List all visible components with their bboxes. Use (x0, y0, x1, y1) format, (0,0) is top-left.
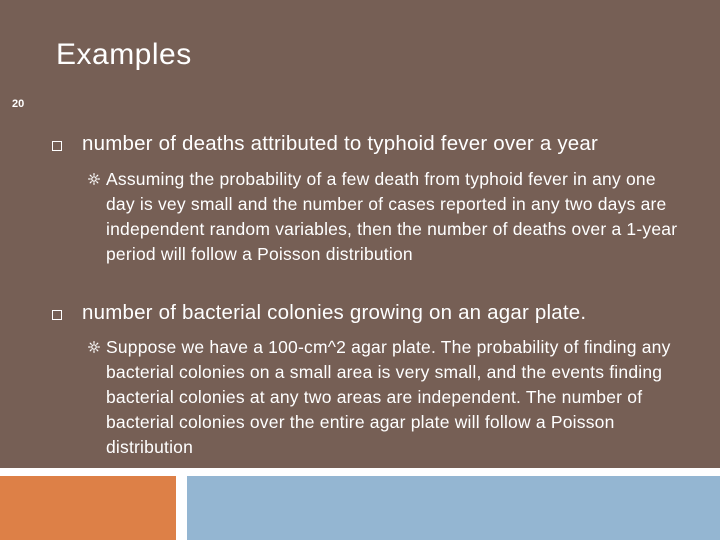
square-bullet-icon (52, 310, 62, 320)
sun-bullet-icon (88, 341, 100, 353)
square-bullet-icon (52, 141, 62, 151)
sub-bullet-bacterial: Suppose we have a 100-cm^2 agar plate. The probability of finding any bacterial colonies on a small area is very small, and the events finding bacterial colonies at any two areas are independent. The number of bacterial colonies over the entire agar plate will follow a Poisson distribution (106, 337, 671, 457)
footer-bar-orange (0, 476, 176, 540)
footer-divider (0, 468, 720, 476)
bullet-item-typhoid: number of deaths attributed to typhoid fever over a year (82, 132, 599, 155)
footer-bar-blue (187, 476, 720, 540)
slide-number: 20 (12, 98, 25, 110)
slide-title: Examples (56, 38, 192, 71)
sun-bullet-icon (88, 173, 100, 185)
sub-bullet-typhoid: Assuming the probability of a few death from typhoid fever in any one day is vey small and the number of cases reported in any two days are independent random variables, then the number of deaths over a 1-year period will follow a Poisson distribution (106, 169, 678, 264)
bullet-item-bacterial: number of bacterial colonies growing on an agar plate. (82, 301, 587, 324)
footer-bar-gap (176, 476, 187, 540)
